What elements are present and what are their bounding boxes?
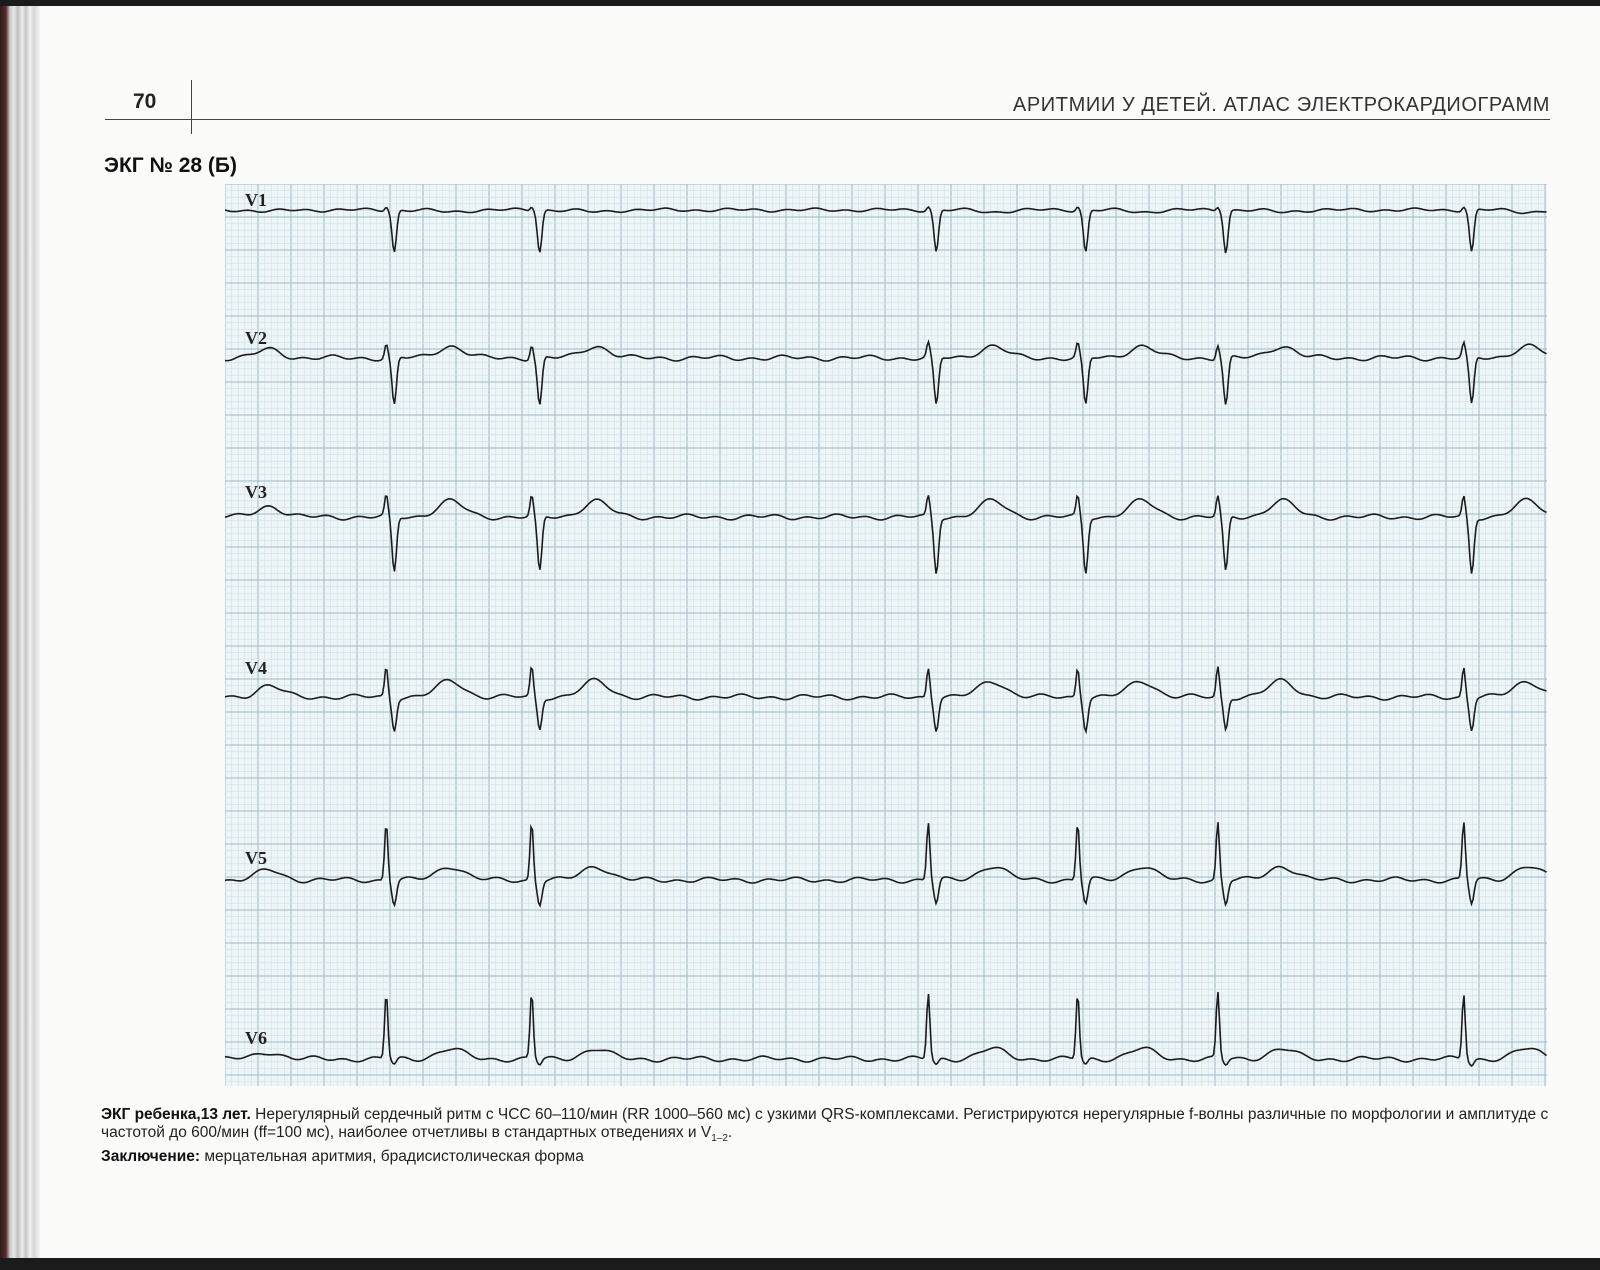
ecg-strip: [225, 184, 1547, 1086]
book-spine: [0, 6, 40, 1258]
caption-end: .: [727, 1124, 733, 1141]
figure-caption: [101, 1106, 1551, 1166]
caption-conclusion: [101, 1148, 1551, 1166]
page-number: 70: [133, 90, 157, 113]
header-rule: [105, 119, 1550, 120]
running-title: АРИТМИИ У ДЕТЕЙ. АТЛАС ЭЛЕКТРОКАРДИОГРАММ: [1012, 94, 1550, 116]
lead-label-v4: V4: [245, 658, 267, 678]
lead-label-v1: V1: [245, 190, 267, 210]
ecg-title: ЭКГ № 28 (Б): [104, 154, 238, 177]
header-divider-vertical: [191, 80, 192, 134]
lead-label-v5: V5: [245, 848, 267, 868]
lead-label-v6: V6: [245, 1028, 267, 1048]
caption-description: [101, 1106, 1551, 1148]
book-page: [0, 6, 1600, 1258]
lead-label-v3: V3: [245, 482, 267, 502]
lead-label-v2: V2: [245, 328, 267, 348]
conclusion-label: Заключение:: [101, 1148, 201, 1166]
caption-text: Нерегулярный сердечный ритм с ЧСС 60–110/мин (RR 1000–560 мс) с узкими QRS-комплексами. Регистрируются нерегулярные f-волны различные по морфологии и амплитуде с частотой до 600/мин (ff=100 мс), наиболее отчетливы в стандартных отведениях и V: [101, 1106, 1549, 1141]
caption-subscript: 1–2: [711, 1133, 728, 1145]
conclusion-text: мерцательная аритмия, брадисистолическая форма: [204, 1148, 584, 1166]
caption-lead-in: ЭКГ ребенка,13 лет.: [101, 1106, 251, 1123]
